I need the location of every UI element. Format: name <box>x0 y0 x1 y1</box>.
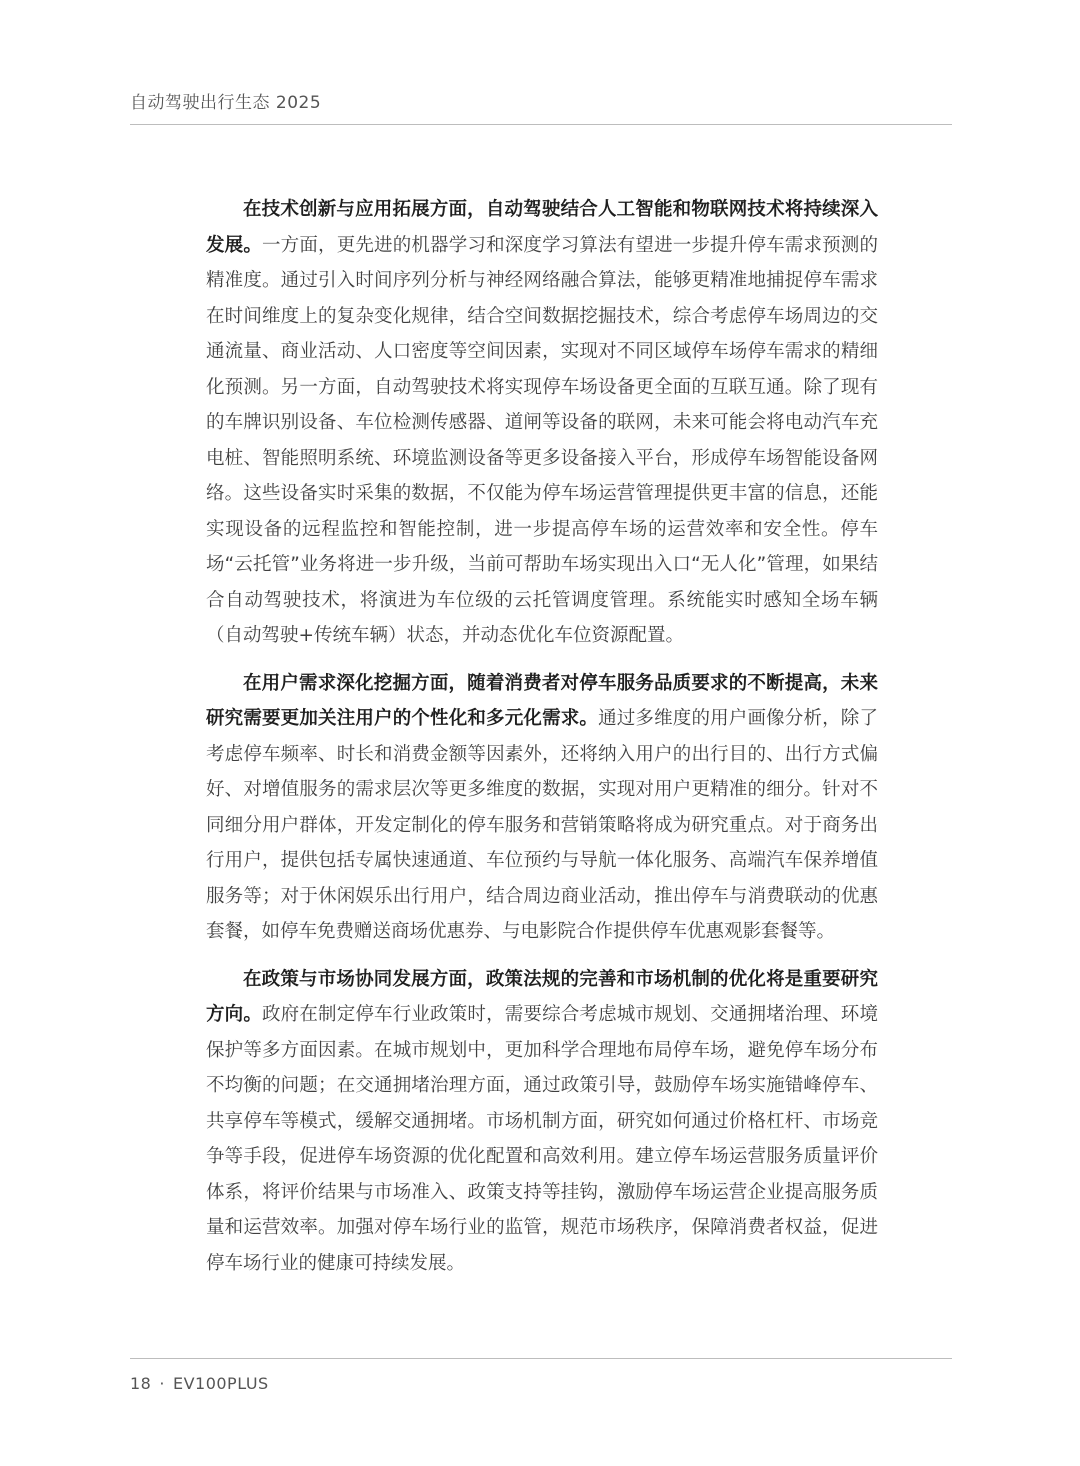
paragraph-policy-market <box>206 962 878 1282</box>
paragraph-lead: 在技术创新与应用拓展方面，自动驾驶结合人工智能和物联网技术将持续深入发展。 <box>206 199 878 256</box>
paragraph-user-demand <box>206 666 878 950</box>
paragraph-lead: 在用户需求深化挖掘方面，随着消费者对停车服务品质要求的不断提高，未来研究需要更加关注用户的个性化和多元化需求。 <box>206 672 878 729</box>
page-number: 18 <box>130 1374 152 1393</box>
article-body <box>206 192 878 1293</box>
paragraph-technology <box>206 192 878 654</box>
header-divider <box>130 124 952 125</box>
running-header-title: 自动驾驶出行生态 2025 <box>130 93 322 113</box>
paragraph-body: 政府在制定停车行业政策时，需要综合考虑城市规划、交通拥堵治理、环境保护等多方面因素。在城市规划中，更加科学合理地布局停车场，避免停车场分布不均衡的问题；在交通拥堵治理方面，通过政策引导，鼓励停车场实施错峰停车、共享停车等模式，缓解交通拥堵。市场机制方面，研究如何通过价格杠杆、市场竞争等手段，促进停车场资源的优化配置和高效利用。建立停车场运营服务质量评价体系，将评价结果与市场准入、政策支持等挂钩，激励停车场运营企业提高服务质量和运营效率。加强对停车场行业的监管，规范市场秩序，保障消费者权益，促进停车场行业的健康可持续发展。 <box>206 1004 878 1274</box>
paragraph-body: 一方面，更先进的机器学习和深度学习算法有望进一步提升停车需求预测的精准度。通过引入时间序列分析与神经网络融合算法，能够更精准地捕捉停车需求在时间维度上的复杂变化规律，结合空间数据挖掘技术，综合考虑停车场周边的交通流量、商业活动、人口密度等空间因素，实现对不同区域停车场停车需求的精细化预测。另一方面，自动驾驶技术将实现停车场设备更全面的互联互通。除了现有的车牌识别设备、车位检测传感器、道闸等设备的联网，未来可能会将电动汽车充电桩、智能照明系统、环境监测设备等更多设备接入平台，形成停车场智能设备网络。这些设备实时采集的数据，不仅能为停车场运营管理提供更丰富的信息，还能实现设备的远程监控和智能控制，进一步提高停车场的运营效率和安全性。停车场“云托管”业务将进一步升级，当前可帮助车场实现出入口“无人化”管理，如果结合自动驾驶技术，将演进为车位级的云托管调度管理。系统能实时感知全场车辆（自动驾驶+传统车辆）状态，并动态优化车位资源配置。 <box>206 234 878 646</box>
footer-separator: · <box>159 1374 165 1393</box>
footer-divider <box>130 1358 952 1359</box>
paragraph-body: 通过多维度的用户画像分析，除了考虑停车频率、时长和消费金额等因素外，还将纳入用户的出行目的、出行方式偏好、对增值服务的需求层次等更多维度的数据，实现对用户更精准的细分。针对不同细分用户群体，开发定制化的停车服务和营销策略将成为研究重点。对于商务出行用户，提供包括专属快速通道、车位预约与导航一体化服务、高端汽车保养增值服务等；对于休闲娱乐出行用户，结合周边商业活动，推出停车与消费联动的优惠套餐，如停车免费赠送商场优惠券、与电影院合作提供停车优惠观影套餐等。 <box>206 708 878 942</box>
publisher-name: EV100PLUS <box>172 1374 269 1393</box>
paragraph-lead: 在政策与市场协同发展方面，政策法规的完善和市场机制的优化将是重要研究方向。 <box>206 968 878 1025</box>
page-footer <box>130 1374 269 1393</box>
